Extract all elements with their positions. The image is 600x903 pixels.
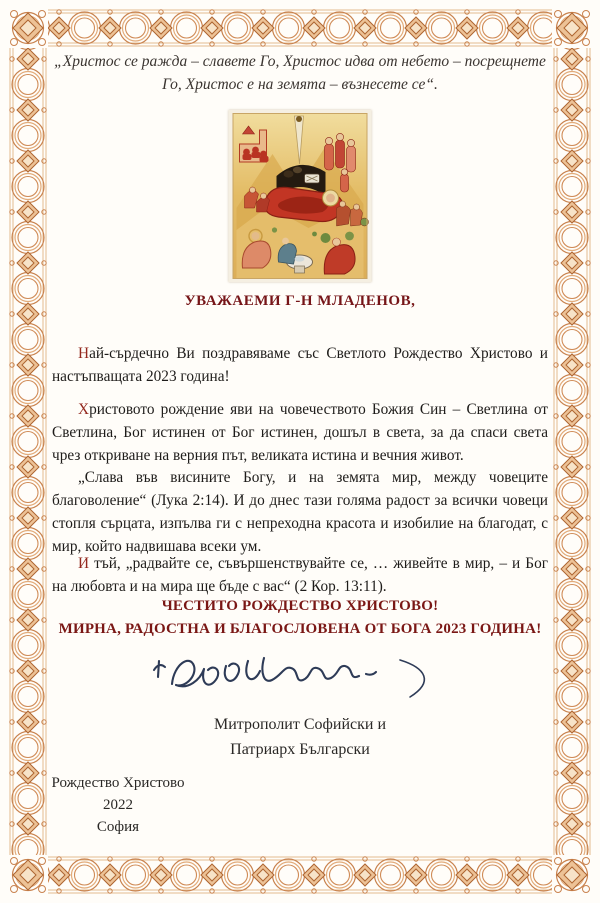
footer-block bbox=[48, 772, 188, 838]
handwritten-signature-image bbox=[138, 640, 468, 702]
paragraph-gloria bbox=[52, 466, 548, 558]
festive-greeting bbox=[40, 595, 560, 641]
paragraph-text: тъй, „радвайте се, съвършенствувайте се, … живейте в мир, – и Бог на любовта и на мира ще бъде с вас“ (2 Кор. 13:11). bbox=[52, 555, 548, 596]
signoff bbox=[52, 712, 548, 762]
red-initial: Х bbox=[78, 401, 90, 419]
red-initial: Н bbox=[78, 345, 90, 363]
salutation: УВАЖАЕМИ Г-Н МЛАДЕНОВ, bbox=[184, 293, 416, 309]
paragraph-text: „Слава във висините Богу, и на земята мир, между човеците благоволение“ (Лука 2:14). И до днес тази голяма радост за всички човеци стопля сърцата, изпълва ги с непреходна красота и изобилие на благодат, с мир, който надвишава всеки ум. bbox=[52, 469, 548, 556]
signoff-line2: Патриарх Български bbox=[230, 741, 370, 758]
festive-greeting-line1: ЧЕСТИТО РОЖДЕСТВО ХРИСТОВО! bbox=[161, 598, 439, 614]
signoff-line1: Митрополит Софийски и bbox=[213, 716, 387, 733]
paragraph-blessing bbox=[52, 552, 548, 598]
red-initial: И bbox=[78, 555, 90, 573]
festive-greeting-line2: МИРНА, РАДОСТНА И БЛАГОСЛОВЕНА ОТ БОГА 2023 ГОДИНА! bbox=[58, 621, 542, 637]
paragraph-text: ай-сърдечно Ви поздравяваме със Светлото Рождество Христово и настъпващата 2023 година! bbox=[52, 345, 548, 386]
paragraph-greeting bbox=[52, 342, 548, 388]
footer-year: 2022 bbox=[103, 797, 133, 813]
paragraph-nativity bbox=[52, 398, 548, 467]
paragraph-text: ристовото рождение яви на човечеството Божия Син – Светлина от Светлина, Бог истинен от Бог истинен, дошъл в света, за да спаси света чрез откриване на верния път, великата истина и вечния живот. bbox=[52, 401, 548, 465]
footer-city: София bbox=[96, 819, 140, 835]
christmas-troparion-quote: „Христос се ражда – славете Го, Христос идва от небето – посрещнете Го, Христос е на земята – възнесете се“. bbox=[54, 53, 546, 93]
nativity-of-christ-icon bbox=[229, 110, 372, 282]
footer-feast: Рождество Христово bbox=[51, 775, 185, 791]
